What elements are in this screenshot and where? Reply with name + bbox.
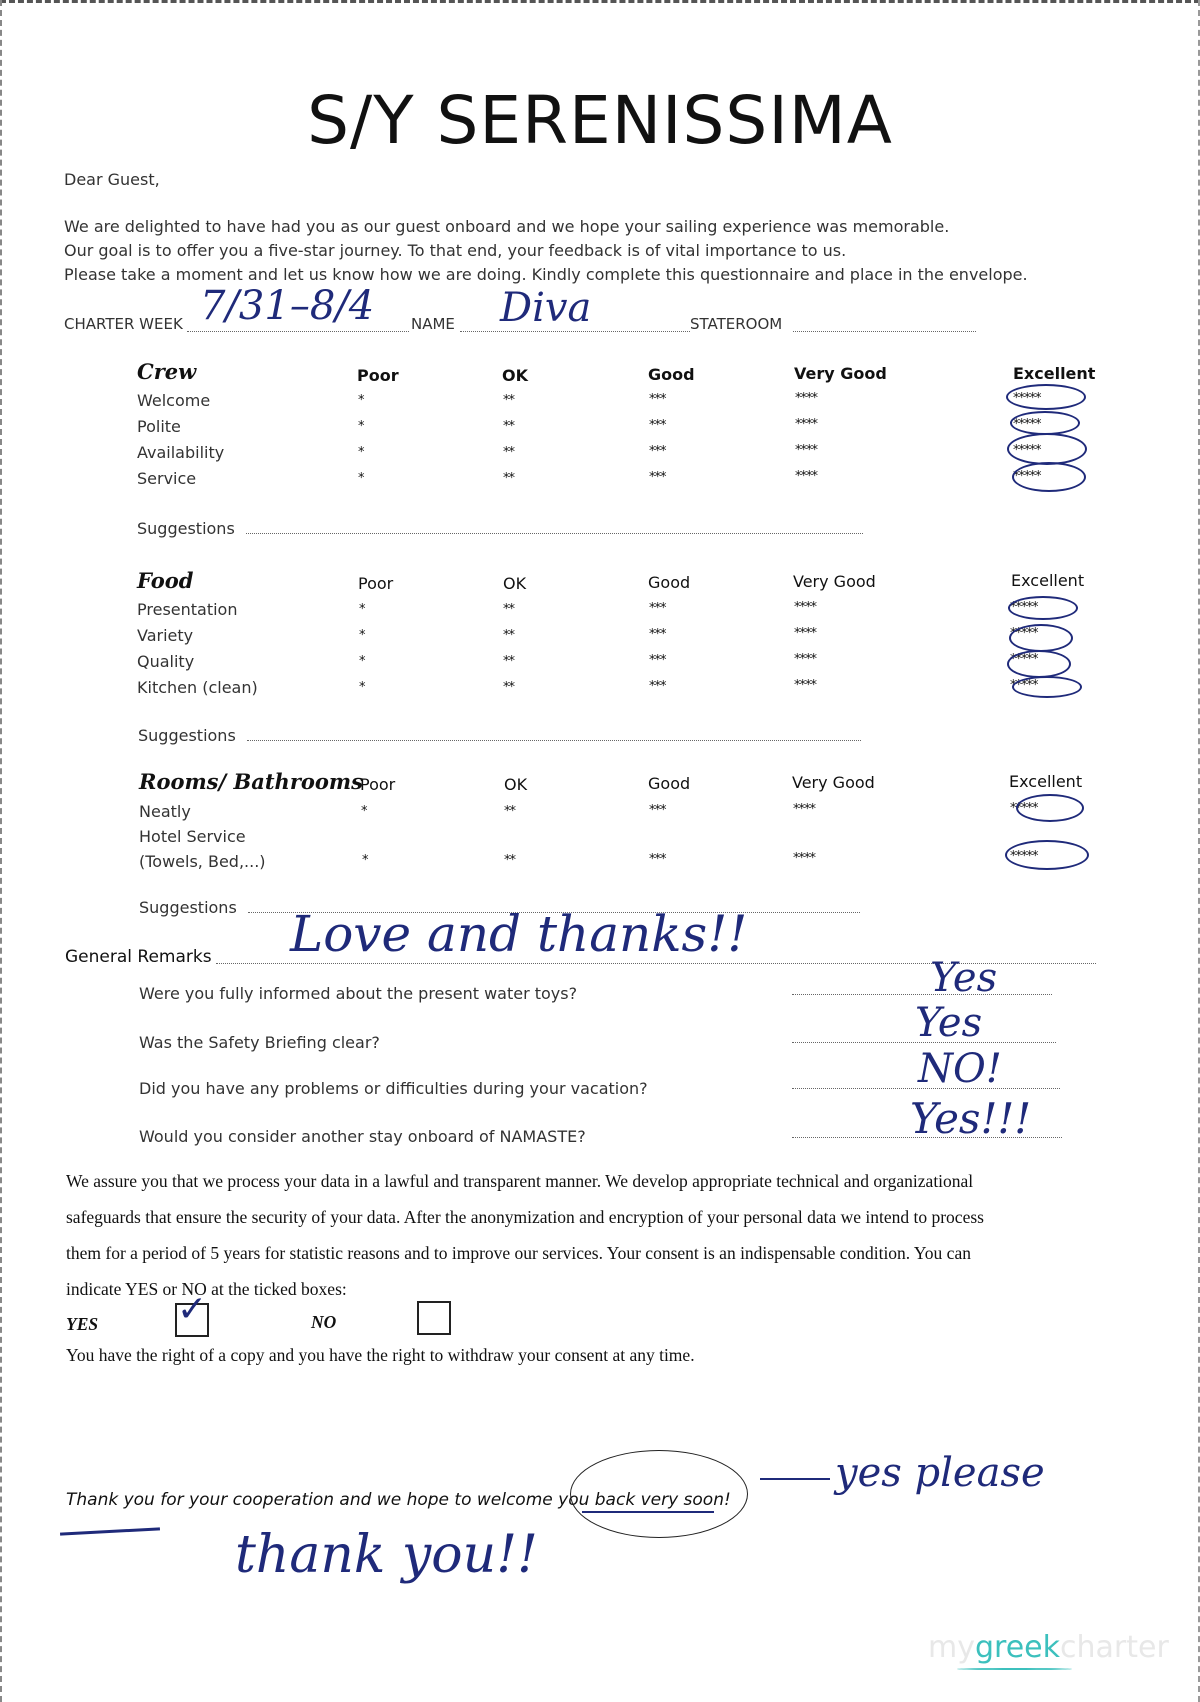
greeting: Dear Guest,	[64, 170, 160, 189]
col-ok: OK	[502, 366, 528, 385]
col-very-good: Very Good	[792, 773, 875, 792]
col-excellent: Excellent	[1009, 772, 1083, 791]
col-poor: Poor	[357, 366, 399, 385]
answer-2: Yes	[915, 1000, 983, 1046]
general-remarks-value: Love and thanks!!	[290, 905, 748, 963]
rating-good: ***	[649, 444, 666, 459]
rating-poor: *	[358, 419, 364, 434]
selected-oval	[1005, 840, 1089, 870]
rating-excellent: *****	[1013, 469, 1041, 484]
food-item-presentation: Presentation	[137, 600, 238, 619]
consent-no-label: NO	[311, 1312, 337, 1332]
col-ok: OK	[504, 775, 528, 794]
col-excellent: Excellent	[1013, 364, 1096, 383]
crew-suggestions-label: Suggestions	[137, 519, 235, 538]
section-title-rooms: Rooms/ Bathrooms	[139, 769, 363, 794]
rating-poor: *	[358, 393, 364, 408]
question-2: Was the Safety Briefing clear?	[139, 1033, 380, 1052]
closing-underline	[582, 1511, 714, 1513]
selected-oval	[1012, 462, 1086, 492]
selected-oval	[1006, 384, 1086, 410]
rating-ok: **	[503, 393, 514, 408]
col-very-good: Very Good	[794, 364, 887, 383]
watermark-accent: greek	[974, 1630, 1060, 1665]
rating-ok: **	[503, 471, 514, 486]
rating-very-good: ****	[794, 652, 816, 667]
selected-oval	[1007, 650, 1071, 678]
rating-excellent: *****	[1010, 626, 1038, 641]
rating-very-good: ****	[794, 600, 816, 615]
intro-line-3: Please take a moment and let us know how we are doing. Kindly complete this questionnaire and place in the envelope.	[64, 265, 1028, 284]
checkmark-icon: ✓	[177, 1289, 208, 1330]
selected-oval	[1012, 676, 1082, 698]
name-value: Diva	[500, 285, 592, 331]
closing-connector-line	[760, 1478, 830, 1480]
stateroom-line	[793, 331, 976, 332]
rating-excellent: *****	[1013, 417, 1041, 432]
crew-item-service: Service	[137, 469, 197, 488]
rooms-item-towels-bed: (Towels, Bed,...)	[139, 852, 266, 871]
rating-good: ***	[649, 470, 666, 485]
crew-item-welcome: Welcome	[137, 391, 211, 410]
scan-left-edge	[0, 0, 2, 1702]
food-item-quality: Quality	[137, 652, 195, 671]
handwritten-dash	[60, 1527, 160, 1535]
crew-item-polite: Polite	[137, 417, 181, 436]
rating-very-good: ****	[793, 802, 815, 817]
rating-very-good: ****	[794, 626, 816, 641]
selected-oval	[1009, 624, 1073, 652]
selected-oval	[1016, 794, 1084, 822]
general-remarks-label: General Remarks	[65, 947, 212, 967]
col-good: Good	[648, 365, 695, 384]
rating-excellent: *****	[1013, 443, 1041, 458]
rating-ok: **	[503, 445, 514, 460]
rating-excellent: *****	[1013, 391, 1041, 406]
rating-excellent: *****	[1010, 600, 1038, 615]
stateroom-label: STATEROOM	[690, 315, 783, 333]
rating-poor: *	[359, 602, 365, 617]
rating-poor: *	[359, 680, 365, 695]
rating-very-good: ****	[795, 469, 817, 484]
col-very-good: Very Good	[793, 572, 876, 591]
name-line	[460, 331, 690, 332]
rating-poor: *	[359, 628, 365, 643]
selected-oval	[1007, 433, 1087, 465]
rating-good: ***	[649, 418, 666, 433]
rating-very-good: ****	[794, 678, 816, 693]
document-title: S/Y SERENISSIMA	[307, 82, 893, 159]
food-suggestions-line	[247, 740, 861, 741]
question-3: Did you have any problems or difficulties during your vacation?	[139, 1079, 648, 1098]
intro-line-1: We are delighted to have had you as our guest onboard and we hope your sailing experience was memorable.	[64, 217, 950, 236]
watermark-logo	[928, 1630, 1169, 1665]
question-1: Were you fully informed about the present water toys?	[139, 984, 578, 1003]
rating-very-good: ****	[795, 417, 817, 432]
col-ok: OK	[503, 574, 527, 593]
consent-yes-checkbox[interactable]	[175, 1289, 209, 1337]
handwritten-thank-you: thank you!!	[235, 1525, 538, 1585]
handwritten-yes-please: yes please	[835, 1450, 1045, 1496]
rating-good: ***	[649, 627, 666, 642]
rating-poor: *	[358, 445, 364, 460]
rating-excellent: *****	[1010, 652, 1038, 667]
rating-ok: **	[504, 853, 515, 868]
scan-top-edge	[0, 0, 1200, 7]
selected-oval	[1010, 411, 1080, 435]
rating-very-good: ****	[793, 851, 815, 866]
consent-line-2: safeguards that ensure the security of your data. After the anonymization and encryption of your personal data we intend to process	[66, 1207, 984, 1227]
charter-week-line	[187, 331, 409, 332]
consent-line-3: them for a period of 5 years for statistic reasons and to improve our services. Your consent is an indispensable condition. You can	[66, 1243, 971, 1263]
rating-ok: **	[503, 628, 514, 643]
answer-3: NO!	[918, 1046, 1002, 1092]
watermark-prefix: my	[928, 1630, 975, 1665]
rating-poor: *	[359, 654, 365, 669]
consent-line-1: We assure you that we process your data in a lawful and transparent manner. We develop appropriate technical and organizational	[66, 1171, 974, 1191]
section-title-food: Food	[137, 568, 194, 593]
col-excellent: Excellent	[1011, 571, 1085, 590]
rating-excellent: *****	[1010, 678, 1038, 693]
intro-line-2: Our goal is to offer you a five-star journey. To that end, your feedback is of vital importance to us.	[64, 241, 847, 260]
question-4: Would you consider another stay onboard of NAMASTE?	[139, 1127, 586, 1146]
rating-very-good: ****	[795, 391, 817, 406]
charter-week-label: CHARTER WEEK	[64, 315, 183, 333]
rating-very-good: ****	[795, 443, 817, 458]
charter-week-value: 7/31–8/4	[200, 283, 375, 329]
col-good: Good	[648, 573, 691, 592]
answer-4: Yes!!!	[910, 1094, 1032, 1143]
watermark-suffix: charter	[1060, 1630, 1169, 1665]
answer-line-1	[792, 994, 1052, 995]
consent-yes-label: YES	[66, 1314, 99, 1334]
section-title-crew: Crew	[137, 359, 197, 384]
rating-excellent: *****	[1010, 801, 1038, 816]
rating-ok: **	[503, 602, 514, 617]
col-poor: Poor	[360, 775, 396, 794]
food-suggestions-label: Suggestions	[138, 726, 236, 745]
rating-ok: **	[504, 804, 515, 819]
name-label: NAME	[411, 315, 455, 333]
consent-rights: You have the right of a copy and you have the right to withdraw your consent at any time.	[66, 1345, 695, 1365]
rating-ok: **	[503, 654, 514, 669]
rating-good: ***	[649, 653, 666, 668]
rating-poor: *	[358, 471, 364, 486]
rating-good: ***	[649, 679, 666, 694]
consent-line-4: indicate YES or NO at the ticked boxes:	[66, 1279, 347, 1299]
watermark-wave	[957, 1668, 1072, 1670]
rating-good: ***	[649, 852, 666, 867]
rating-ok: **	[503, 680, 514, 695]
answer-1: Yes	[930, 955, 998, 1001]
crew-item-availability: Availability	[137, 443, 225, 462]
crew-suggestions-line	[246, 533, 863, 534]
rating-poor: *	[361, 804, 367, 819]
rating-excellent: *****	[1010, 849, 1038, 864]
closing-oval	[570, 1450, 748, 1538]
rating-poor: *	[362, 853, 368, 868]
rooms-item-neatly: Neatly	[139, 802, 191, 821]
food-item-variety: Variety	[137, 626, 194, 645]
rating-good: ***	[649, 803, 666, 818]
consent-no-checkbox[interactable]	[417, 1301, 451, 1335]
food-item-kitchen: Kitchen (clean)	[137, 678, 258, 697]
rating-good: ***	[649, 392, 666, 407]
rooms-suggestions-label: Suggestions	[139, 898, 237, 917]
closing-text: Thank you for your cooperation and we hope to welcome you back very soon!	[66, 1490, 731, 1510]
selected-oval	[1008, 596, 1078, 620]
rating-ok: **	[503, 419, 514, 434]
col-poor: Poor	[358, 574, 394, 593]
rating-good: ***	[649, 601, 666, 616]
col-good: Good	[648, 774, 691, 793]
rooms-item-hotel-service: Hotel Service	[139, 827, 246, 846]
